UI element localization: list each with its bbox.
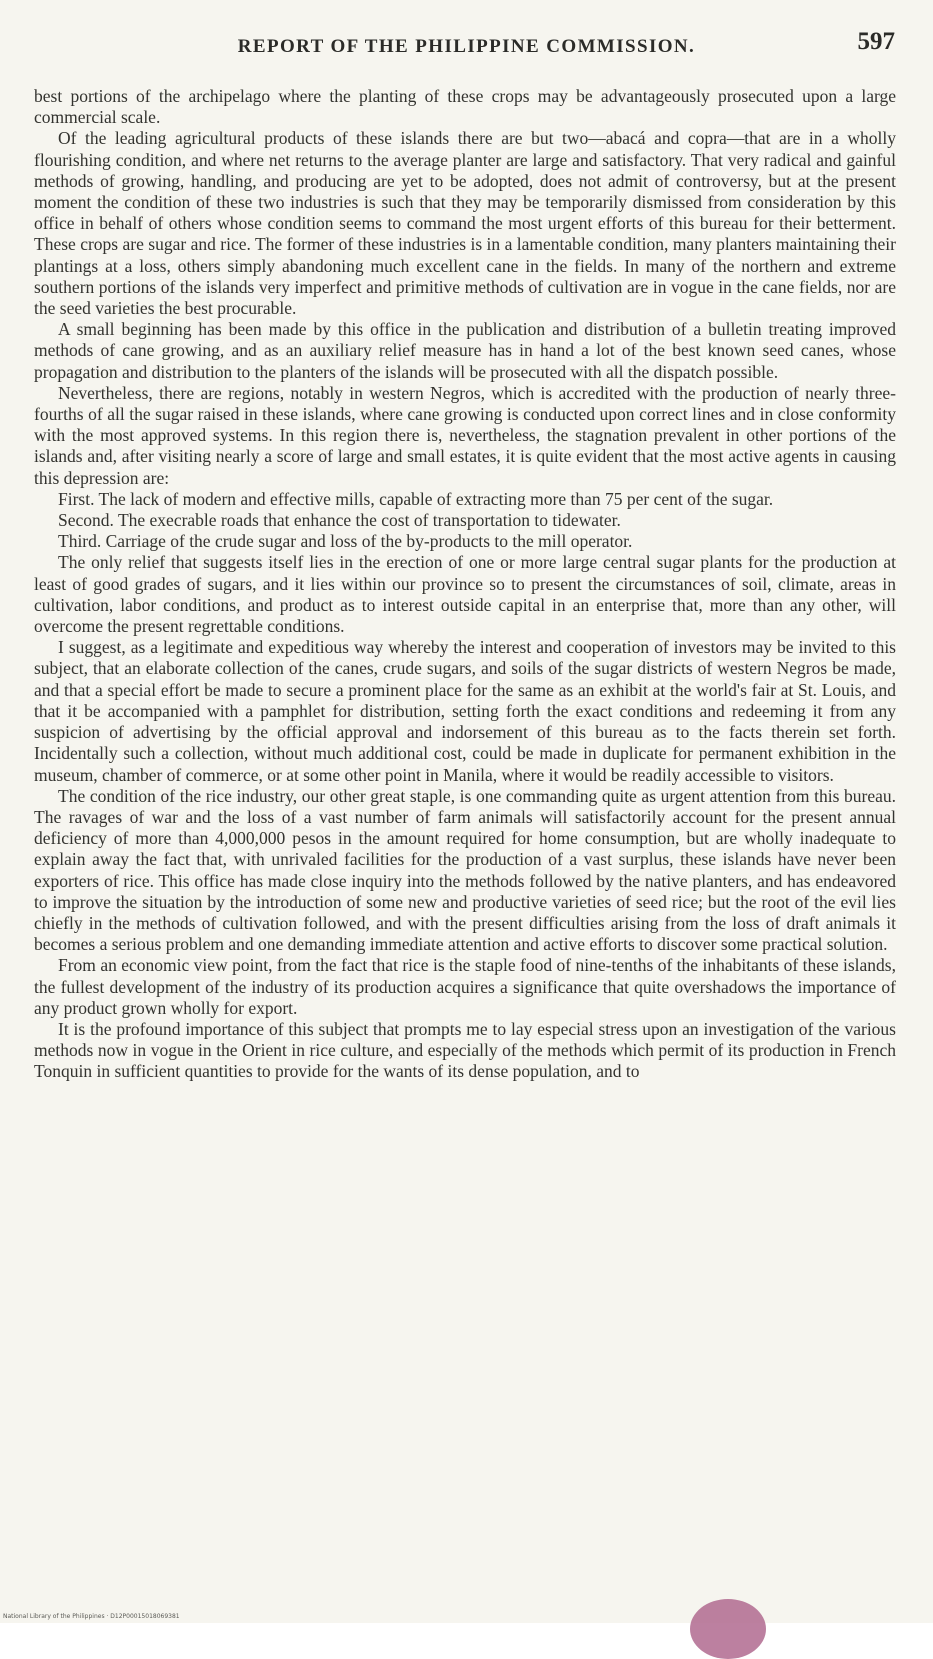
paragraph-economic-view: From an economic view point, from the fact that rice is the staple food of nine-tenths of the inhabitants of these islands, the fullest development of the industry of its production acquires a significance that quite overshadows the importance of any product grown wholly for export. xyxy=(34,955,896,1018)
paragraph-bulletin: A small beginning has been made by this office in the publication and distribution of a bulletin treating improved methods of cane growing, and as an auxiliary relief measure has in hand a lot of the best known seed canes, whose propagation and distribution to the planters of the islands will be prosecuted with all the dispatch possible. xyxy=(34,319,896,382)
paragraph-continued: best portions of the archipelago where the planting of these crops may be advantageously prosecuted upon a large commercial scale. xyxy=(34,86,896,128)
paragraph-western-negros: Nevertheless, there are regions, notably in western Negros, which is accredited with the production of nearly three-fourths of all the sugar raised in these islands, where cane growing is conducted upon correct lines and in close conformity with the most approved systems. In this region there is, nevertheless, the stagnation prevalent in other portions of the islands and, after visiting nearly a score of large and small estates, it is quite evident that the most active agents in causing this depression are: xyxy=(34,382,896,488)
paragraph-central-plants: The only relief that suggests itself lies in the erection of one or more large central sugar plants for the production at least of good grades of sugars, and it lies within our province so to present the circumstances of soil, climate, areas in cultivation, labor conditions, and product as to interest outside capital in an enterprise that, more than any other, will overcome the present regrettable conditions. xyxy=(34,552,896,637)
paragraph-abaca-copra: Of the leading agricultural products of these islands there are but two—abacá and copra—that are in a wholly flourishing condition, and where net returns to the average planter are large and satisfactory. That very radical and gainful methods of growing, handling, and producing are yet to be adopted, does not admit of controversy, but at the present moment the condition of these two industries is such that they may be temporarily dismissed from consideration by this office in behalf of others whose condition seems to command the most urgent efforts of this bureau for their betterment. These crops are sugar and rice. The former of these industries is in a lamentable condition, many planters maintaining their plantings at a loss, others simply abandoning much excellent cane in the fields. In many of the northern and extreme southern portions of the islands very imperfect and primitive methods of cultivation are in vogue in the cane fields, nor are the seed varieties the best procurable. xyxy=(34,128,896,319)
body-text xyxy=(34,86,896,1083)
page-header xyxy=(0,28,933,62)
paragraph-third: Third. Carriage of the crude sugar and loss of the by-products to the mill operator. xyxy=(58,531,633,552)
thumb-mark xyxy=(690,1599,766,1659)
paragraph-second: Second. The execrable roads that enhance the cost of transportation to tidewater. xyxy=(58,510,621,531)
paragraph-st-louis-exhibit: I suggest, as a legitimate and expeditious way whereby the interest and cooperation of investors may be invited to this subject, that an elaborate collection of the canes, crude sugars, and soils of the sugar districts of western Negros be made, and that a special effort be made to secure a prominent place for the same as an exhibit at the world's fair at St. Louis, and that it be accompanied with a pamphlet for distribution, setting forth the exact conditions and redeeming it from any suspicion of advertising by the official approval and indorsement of this bureau as to the facts therein set forth. Incidentally such a collection, without much additional cost, could be made in duplicate for permanent exhibition in the museum, chamber of commerce, or at some other point in Manila, where it would be readily accessible to visitors. xyxy=(34,637,896,785)
paragraph-tonquin: It is the profound importance of this subject that prompts me to lay especial stress upon an investigation of the various methods now in vogue in the Orient in rice culture, and especially of the methods which permit of its production in French Tonquin in sufficient quantities to provide for the wants of its dense population, and to xyxy=(34,1018,896,1082)
paragraph-first: First. The lack of modern and effective mills, capable of extracting more than 75 per cent of the sugar. xyxy=(58,488,774,509)
scan-credit: National Library of the Philippines · D12P00015018069381 xyxy=(3,1613,180,1620)
running-title: REPORT OF THE PHILIPPINE COMMISSION. xyxy=(237,36,696,57)
page-number: 597 xyxy=(857,28,895,55)
paragraph-rice-industry: The condition of the rice industry, our other great staple, is one commanding quite as urgent attention from this bureau. The ravages of war and the loss of a vast number of farm animals will satisfactorily account for the present annual deficiency of more than 4,000,000 pesos in the amount required for home consumption, but are wholly inadequate to explain away the fact that, with unrivaled facilities for the production of a vast surplus, these islands have never been exporters of rice. This office has made close inquiry into the methods followed by the native planters, and has endeavored to improve the situation by the introduction of some new and productive varieties of seed rice; but the root of the evil lies chiefly in the methods of cultivation followed, and with the present difficulties arising from the loss of draft animals it becomes a serious problem and one demanding immediate attention and active efforts to discover some practical solution. xyxy=(34,785,896,955)
